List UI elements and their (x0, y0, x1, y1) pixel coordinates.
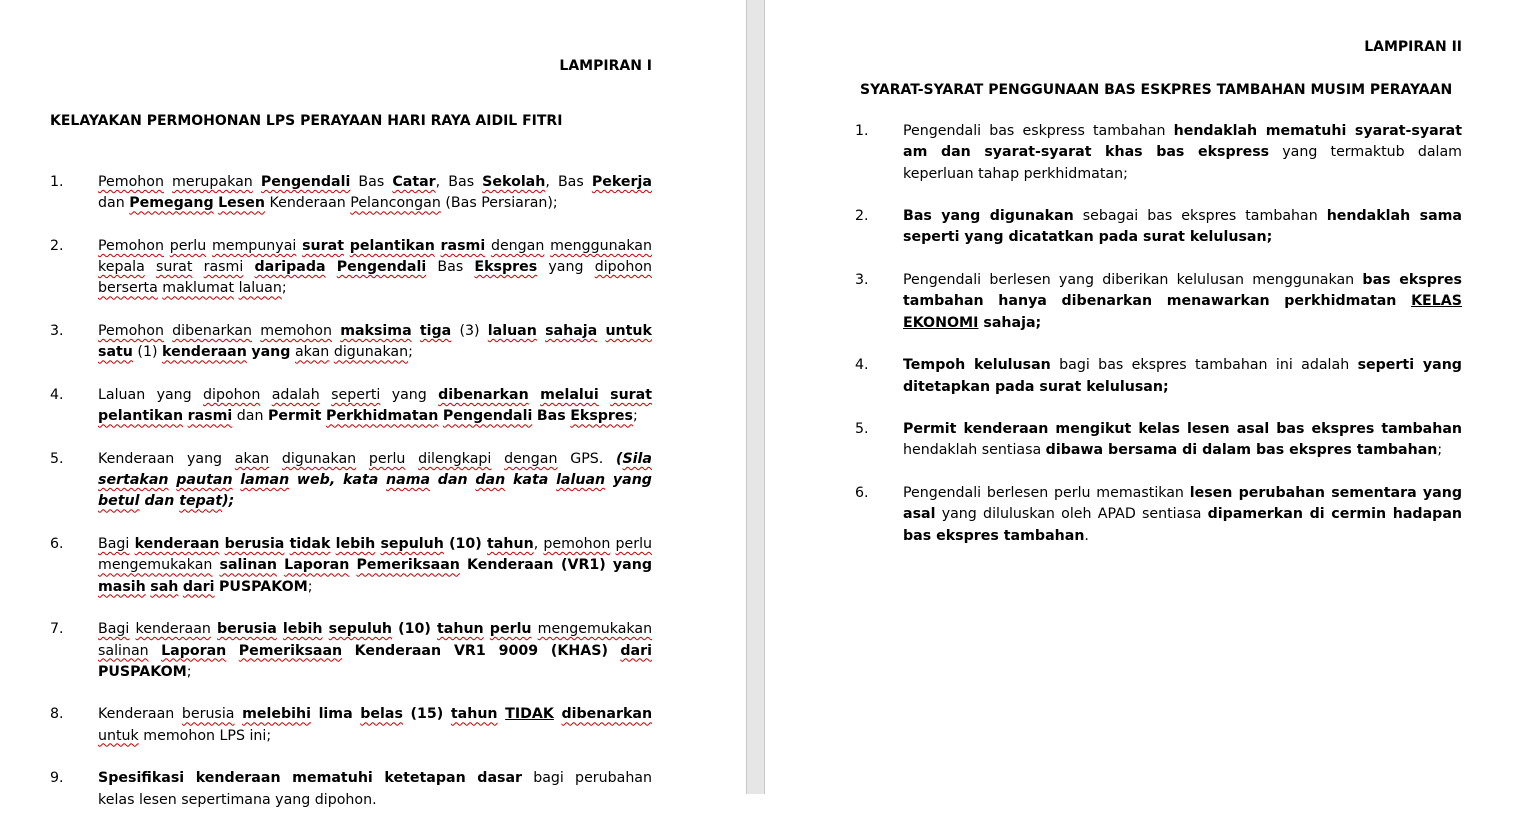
document-title: SYARAT-SYARAT PENGGUNAAN BAS ESKPRES TAMBAHAN MUSIM PERAYAAN (860, 82, 1453, 98)
list-item-text: Kenderaan yang akan digunakan perlu dilengkapi dengan GPS. (Sila sertakan pautan laman web, kata nama dan dan kata laluan yang betul dan tepat); (98, 450, 652, 510)
document-page-left (0, 0, 746, 808)
list-number: 9. (50, 770, 64, 787)
list-item-text: Bagi kenderaan berusia lebih sepuluh (10) tahun perlu mengemukakan salinan Laporan Pemeriksaan Kenderaan VR1 9009 (KHAS) dari PUSPAKOM; (98, 621, 653, 680)
document-page-right (765, 0, 1516, 794)
page-heading: LAMPIRAN I (559, 58, 652, 74)
list-item-text: Pemohon dibenarkan memohon maksima tiga (3) laluan sahaja untuk satu (1) kenderaan yang akan digunakan; (98, 323, 652, 361)
list-item (50, 236, 652, 300)
list-number: 3. (855, 272, 869, 289)
list-item-text: Tempoh kelulusan bagi bas ekspres tambahan ini adalah seperti yang ditetapkan pada surat kelulusan; (903, 357, 1462, 395)
list-item (50, 534, 653, 598)
list-number: 2. (50, 237, 64, 254)
list-item-text: Laluan yang dipohon adalah seperti yang dibenarkan melalui surat pelantikan rasmi dan Permit Perkhidmatan Pengendali Bas Ekspres; (98, 386, 653, 425)
list-item (855, 270, 1463, 334)
list-number: 4. (855, 357, 869, 374)
list-item (50, 619, 653, 683)
requirements-list (50, 172, 653, 832)
list-number: 6. (50, 536, 64, 553)
list-number: 8. (50, 706, 64, 723)
list-item-text: Kenderaan berusia melebihi lima belas (15) tahun TIDAK dibenarkan untuk memohon LPS ini; (98, 706, 653, 744)
list-number: 5. (855, 421, 869, 438)
conditions-list (855, 121, 1463, 568)
list-item (855, 355, 1462, 398)
list-item (50, 321, 652, 364)
list-item (50, 768, 652, 811)
list-item (50, 704, 653, 747)
list-item (855, 121, 1463, 185)
list-item (855, 206, 1462, 249)
list-item (50, 449, 652, 513)
list-item-text: Pemohon merupakan Pengendali Bas Catar, Bas Sekolah, Bas Pekerja dan Pemegang Lesen Kenderaan Pelancongan (Bas Persiaran); (98, 174, 652, 212)
list-number: 5. (50, 450, 64, 467)
page-gutter (746, 0, 765, 794)
list-item (855, 483, 1462, 547)
page-heading: LAMPIRAN II (1364, 39, 1462, 55)
list-number: 6. (855, 485, 869, 502)
list-number: 7. (50, 621, 64, 638)
list-item-text: Pengendali berlesen yang diberikan kelulusan menggunakan bas ekspres tambahan hanya dibenarkan menawarkan perkhidmatan KELAS EKONOMI sahaja; (903, 272, 1463, 331)
list-item-text: Permit kenderaan mengikut kelas lesen asal bas ekspres tambahan hendaklah sentiasa dibawa bersama di dalam bas ekspres tambahan; (903, 421, 1462, 459)
list-number: 2. (855, 208, 869, 225)
list-item-text: Bas yang digunakan sebagai bas ekspres tambahan hendaklah sama seperti yang dicatatkan pada surat kelulusan; (903, 208, 1462, 246)
list-item (50, 385, 653, 428)
list-item (855, 419, 1462, 462)
list-item-text: Spesifikasi kenderaan mematuhi ketetapan dasar bagi perubahan kelas lesen sepertimana yang dipohon. (98, 770, 652, 808)
list-item-text: Pengendali bas eskpress tambahan hendaklah mematuhi syarat-syarat am dan syarat-syarat khas bas ekspress yang termaktub dalam keperluan tahap perkhidmatan; (903, 123, 1463, 182)
list-item-text: Pemohon perlu mempunyai surat pelantikan rasmi dengan menggunakan kepala surat rasmi daripada Pengendali Bas Ekspres yang dipohon berserta maklumat laluan; (98, 237, 652, 297)
list-number: 1. (50, 174, 64, 190)
list-number: 4. (50, 386, 64, 403)
list-item-text: Bagi kenderaan berusia tidak lebih sepuluh (10) tahun, pemohon perlu mengemukakan salinan Laporan Pemeriksaan Kenderaan (VR1) yang masih sah dari PUSPAKOM; (98, 536, 653, 595)
document-title: KELAYAKAN PERMOHONAN LPS PERAYAAN HARI RAYA AIDIL FITRI (50, 113, 563, 129)
list-number: 1. (855, 123, 869, 139)
list-item-text: Pengendali berlesen perlu memastikan lesen perubahan sementara yang asal yang diluluskan oleh APAD sentiasa dipamerkan di cermin hadapan bas ekspres tambahan. (903, 485, 1462, 544)
list-item (50, 172, 652, 215)
list-number: 3. (50, 323, 64, 340)
